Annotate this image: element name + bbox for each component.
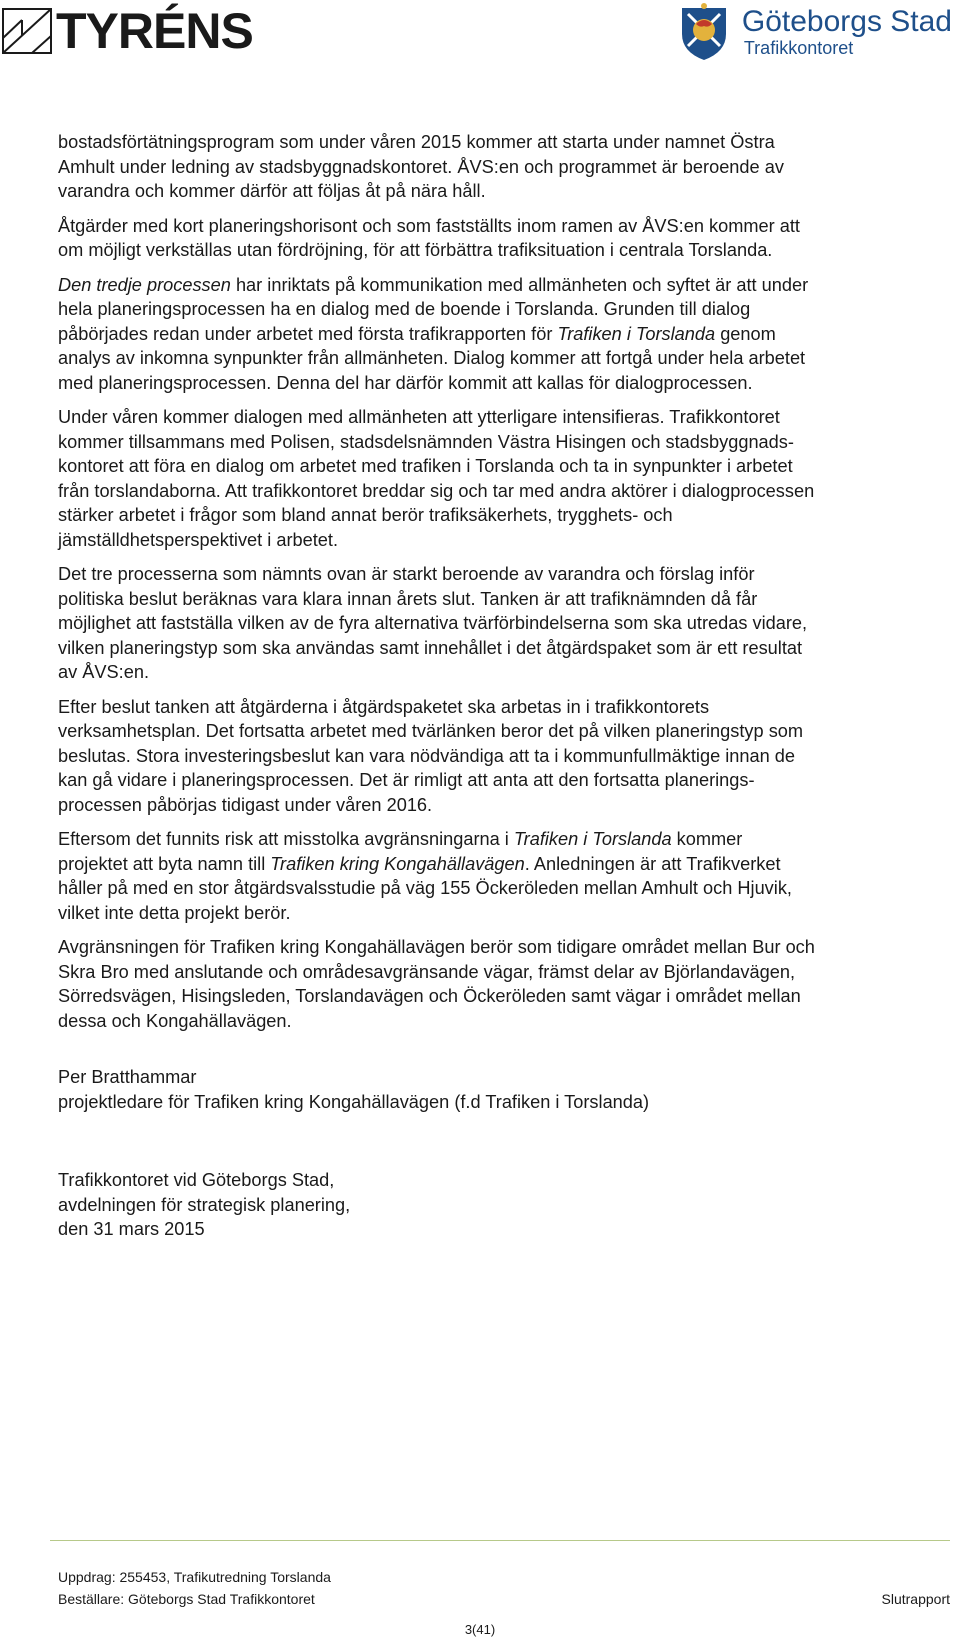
office-line: avdelningen för strategisk planering, — [58, 1194, 351, 1215]
text-line: om möjligt verkställas utan fördröjning, för att förbättra trafiksituation i centrala Torslanda. — [58, 240, 773, 260]
footer-info — [58, 1566, 331, 1610]
text-line: från torslandaborna. Att trafikkontoret breddar sig och tar med andra aktörer i dialogprocessen — [58, 480, 815, 501]
text-line: Skra Bro med anslutande och områdesavgränsande vägar, främst delar av Björlandavägen, — [58, 961, 796, 982]
text-line: Avgränsningen för Trafiken kring Kongahällavägen berör som tidigare området mellan Bur och — [58, 937, 815, 957]
document-body — [58, 130, 948, 1043]
text-line: Åtgärder med kort planeringshorisont och som fastställts inom ramen av ÅVS:en kommer att — [58, 215, 800, 236]
text-run: . Anledningen är att Trafikverket — [524, 853, 781, 874]
text-line: kan gå vidare i planeringsprocessen. Det är rimligt att anta att den fortsatta planerings- — [58, 770, 755, 790]
text-line: Efter beslut tanken att åtgärderna i åtgärdspaketet ska arbetas in i trafikkontorets — [58, 696, 710, 717]
footer-assignment: Uppdrag: 255453, Trafikutredning Torslanda — [58, 1569, 331, 1585]
signatory-name: Per Bratthammar — [58, 1067, 197, 1087]
office-block — [58, 1168, 350, 1242]
goteborgs-stad-logo — [674, 2, 952, 62]
footer-doc-type: Slutrapport — [881, 1591, 950, 1607]
tyrens-logo-text: TYRÉNS — [56, 3, 253, 59]
text-line — [58, 827, 948, 852]
text-line: av ÅVS:en. — [58, 662, 149, 682]
text-line: verksamhetsplan. Det fortsatta arbetet med tvärlänken beror det på vilken planeringstyp som — [58, 721, 804, 741]
italic-phrase: Trafiken i Torslanda — [513, 829, 672, 849]
signature-block — [58, 1065, 649, 1114]
page-number: 3(41) — [464, 1622, 496, 1637]
gothenburg-crest-icon — [674, 2, 734, 62]
italic-phrase: Trafiken i Torslanda — [557, 323, 716, 344]
paragraph-2 — [58, 214, 948, 263]
text-run: har inriktats på kommunikation med allmänheten och syftet är att under — [230, 274, 809, 295]
text-line: håller på med en stor åtgärdsvalsstudie på väg 155 Öckeröleden mellan Amhult och Hjuvik, — [58, 878, 792, 898]
paragraph-8 — [58, 935, 948, 1033]
tyrens-logo — [2, 3, 253, 59]
text-line: möjlighet att fastställa vilken av de fyra alternativa tvärförbindelserna som ska utredas vidare, — [58, 613, 808, 633]
text-line — [58, 273, 948, 298]
text-line: dessa och Kongahällavägen. — [58, 1010, 292, 1031]
italic-phrase: Trafiken kring Kongahällavägen — [270, 853, 525, 874]
text-line: kommer tillsammans med Polisen, stadsdelsnämnden Västra Hisingen och stadsbyggnads- — [58, 431, 794, 452]
text-line: beslutas. Stora investeringsbeslut kan vara nödvändiga att ta i kommunfullmäktige innan de — [58, 745, 796, 766]
text-line: varandra och kommer därför att följas åt på nära håll. — [58, 181, 486, 201]
office-line: Trafikkontoret vid Göteborgs Stad, — [58, 1170, 335, 1190]
text-line — [58, 322, 948, 347]
text-run: påbörjades redan under arbetet med första trafikrapporten för — [58, 323, 558, 344]
page-header — [0, 0, 960, 70]
paragraph-1 — [58, 130, 948, 204]
text-line: jämställdhetsperspektivet i arbetet. — [58, 529, 339, 550]
text-line: kontoret att föra en dialog om arbetet med trafiken i Torslanda och ta in synpunkter i arbetet — [58, 456, 793, 476]
footer-client: Beställare: Göteborgs Stad Trafikkontoret — [58, 1591, 315, 1607]
text-line: vilket inte detta projekt berör. — [58, 902, 291, 923]
text-run: projektet att byta namn till — [58, 853, 271, 874]
text-line: Under våren kommer dialogen med allmänheten att ytterligare intensifieras. Trafikkontoret — [58, 407, 780, 427]
text-line: processen påbörjas tidigast under våren 2016. — [58, 794, 433, 815]
trafikkontoret-label: Trafikkontoret — [743, 38, 854, 58]
text-line: Amhult under ledning av stadsbyggnadskontoret. ÅVS:en och programmet är beroende av — [58, 156, 784, 177]
paragraph-3 — [58, 273, 948, 396]
text-line: Det tre processerna som nämnts ovan är starkt beroende av varandra och förslag inför — [58, 564, 755, 584]
paragraph-5 — [58, 562, 948, 685]
text-line: Sörredsvägen, Hisingsleden, Torslandavägen och Öckeröleden samt vägar i området mellan — [58, 986, 801, 1006]
text-line: stärker arbetet i frågor som bland annat berör trafiksäkerhets, trygghets- och — [58, 505, 673, 525]
text-line: bostadsförtätningsprogram som under våren 2015 kommer att starta under namnet Östra — [58, 132, 775, 152]
paragraph-4 — [58, 405, 948, 552]
text-line: med planeringsprocessen. Denna del har därför kommit att kallas för dialogprocessen. — [58, 372, 753, 393]
signatory-role: projektledare för Trafiken kring Kongahällavägen (f.d Trafiken i Torslanda) — [58, 1091, 650, 1112]
footer-divider — [50, 1540, 950, 1541]
paragraph-6 — [58, 695, 948, 818]
text-run: genom — [715, 323, 776, 344]
text-line: analys av inkomna synpunkter från allmänheten. Dialog kommer att fortgå under hela arbetet — [58, 348, 806, 368]
text-line: politiska beslut beräknas vara klara innan årets slut. Tanken är att trafiknämnden då får — [58, 588, 758, 609]
paragraph-7 — [58, 827, 948, 925]
text-run: Eftersom det funnits risk att misstolka avgränsningarna i — [58, 829, 514, 849]
office-date: den 31 mars 2015 — [58, 1219, 205, 1239]
text-run: kommer — [671, 829, 743, 849]
italic-phrase: Den tredje processen — [58, 274, 231, 295]
text-line: vilken planeringstyp som ska användas samt innehållet i det åtgärdspaket som är ett resultat — [58, 637, 803, 658]
goteborgs-stad-name: Göteborgs Stad — [741, 5, 952, 38]
text-line: hela planeringsprocessen ha en dialog med de boende i Torslanda. Grunden till dialog — [58, 299, 751, 319]
text-line — [58, 852, 948, 877]
tyrens-mark-icon — [2, 8, 52, 54]
